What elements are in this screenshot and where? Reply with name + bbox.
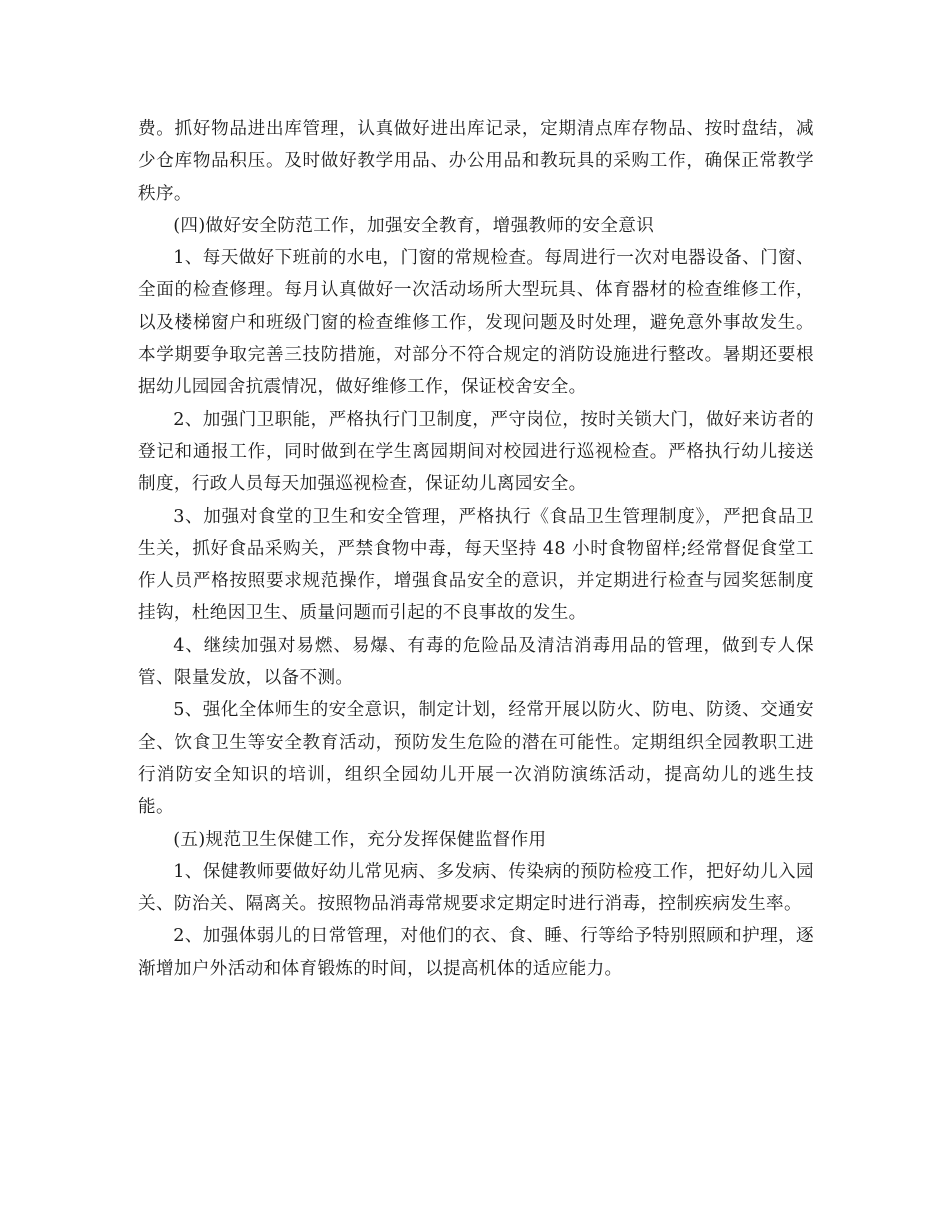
paragraph-item-4: 4、继续加强对易燃、易爆、有毒的危险品及清洁消毒用品的管理，做到专人保管、限量发放，以备不测。: [138, 635, 814, 689]
paragraph-item-2: 2、加强门卫职能，严格执行门卫制度，严守岗位，按时关锁大门，做好来访者的登记和通报工作，同时做到在学生离园期间对校园进行巡视检查。严格执行幼儿接送制度，行政人员每天加强巡视检查，保证幼儿离园安全。: [138, 409, 814, 495]
paragraph-item-1: 1、保健教师要做好幼儿常见病、多发病、传染病的预防检疫工作，把好幼儿入园关、防治关、隔离关。按照物品消毒常规要求定期定时进行消毒，控制疾病发生率。: [138, 861, 814, 915]
paragraph-item-1: 1、每天做好下班前的水电，门窗的常规检查。每周进行一次对电器设备、门窗、全面的检查修理。每月认真做好一次活动场所大型玩具、体育器材的检查维修工作，以及楼梯窗户和班级门窗的检查维修工作，发现问题及时处理，避免意外事故发生。本学期要争取完善三技防措施，对部分不符合规定的消防设施进行整改。暑期还要根据幼儿园园舍抗震情况，做好维修工作，保证校舍安全。: [138, 248, 814, 398]
section-heading-5: (五)规范卫生保健工作，充分发挥保健监督作用: [173, 829, 547, 850]
section-heading-4: (四)做好安全防范工作，加强安全教育，增强教师的安全意识: [173, 215, 655, 236]
paragraph-item-5: 5、强化全体师生的安全意识，制定计划，经常开展以防火、防电、防烫、交通安全、饮食卫生等安全教育活动，预防发生危险的潜在可能性。定期组织全园教职工进行消防安全知识的培训，组织全园幼儿开展一次消防演练活动，提高幼儿的逃生技能。: [138, 700, 814, 818]
paragraph-item-2: 2、加强体弱儿的日常管理，对他们的衣、食、睡、行等给予特别照顾和护理，逐渐增加户外活动和体育锻炼的时间，以提高机体的适应能力。: [138, 926, 814, 979]
paragraph-item-3: 3、加强对食堂的卫生和安全管理，严格执行《食品卫生管理制度》，严把食品卫生关，抓好食品采购关，严禁食物中毒，每天坚持 48 小时食物留样;经常督促食堂工作人员严格按照要求规范操作，增强食品安全的意识，并定期进行检查与园奖惩制度挂钩，杜绝因卫生、质量问题而引起的不良事故的发生。: [138, 506, 814, 624]
document-body: [138, 113, 814, 985]
paragraph-continuation: 费。抓好物品进出库管理，认真做好进出库记录，定期清点库存物品、按时盘结，减少仓库物品积压。及时做好教学用品、办公用品和教玩具的采购工作，确保正常教学秩序。: [138, 119, 814, 204]
